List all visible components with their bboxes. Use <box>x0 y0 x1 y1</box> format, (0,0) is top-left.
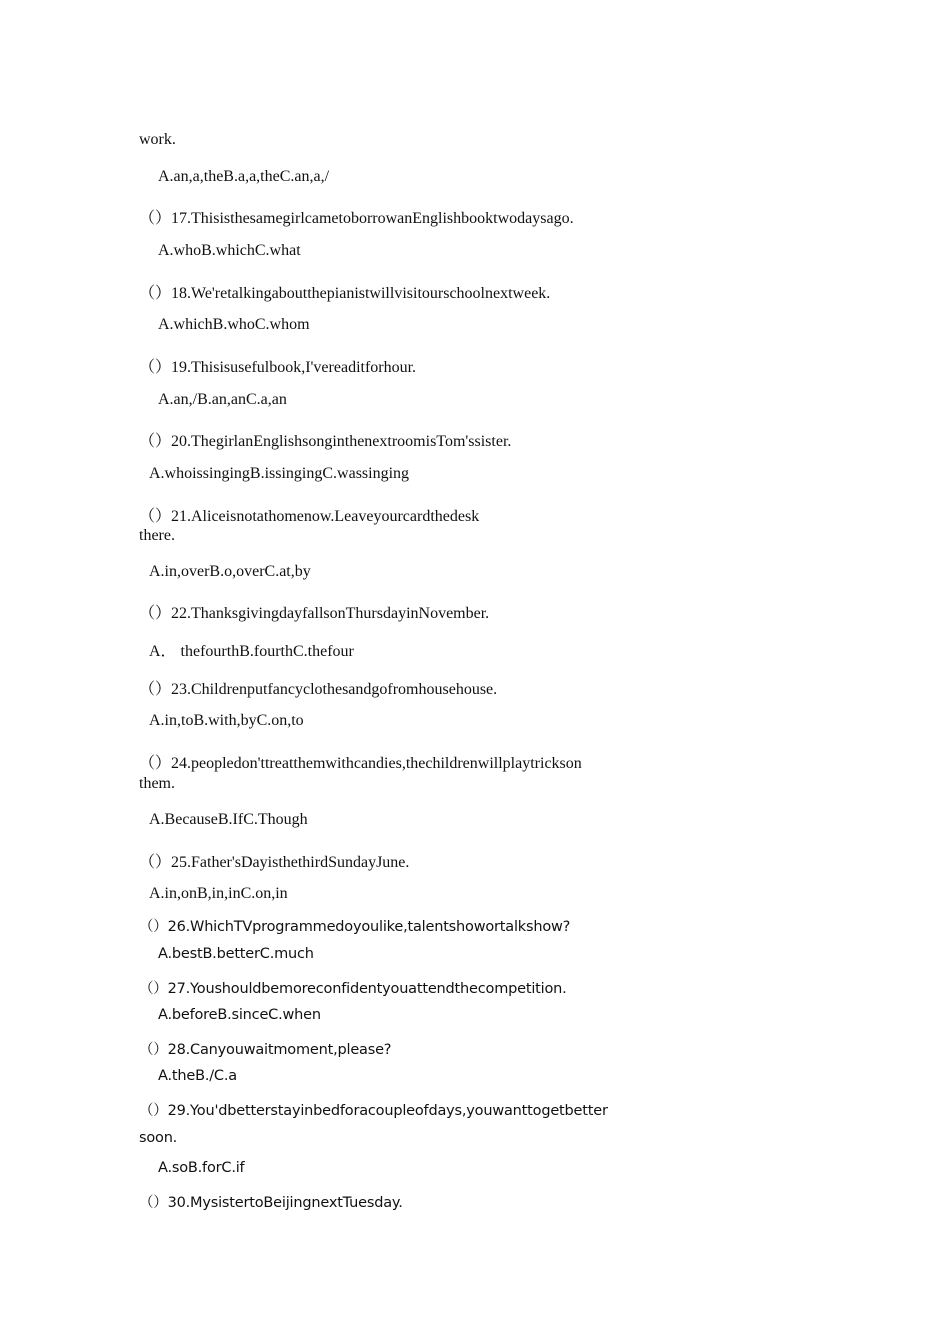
question-24: （）24.peopledon'ttreatthemwithcandies,thechildrenwillplaytrickson <box>139 755 582 772</box>
question-26: （）26.WhichTVprogrammedoyoulike,talentshowortalkshow? <box>139 919 571 935</box>
options-q22: A． thefourthB.fourthC.thefour <box>149 643 354 660</box>
text-line-work: work. <box>139 131 176 148</box>
options-q21: A.in,overB.o,overC.at,by <box>149 563 311 580</box>
options-q29: A.soB.forC.if <box>158 1160 245 1176</box>
question-19: （）19.Thisisusefulbook,I'vereaditforhour. <box>139 359 417 376</box>
question-17: （）17.ThisisthesamegirlcametoborrowanEnglishbooktwodaysago. <box>139 210 574 227</box>
question-27: （）27.Youshouldbemoreconfidentyouattendthecompetition. <box>139 981 567 997</box>
question-21: （）21.Aliceisnotathomenow.Leaveyourcardthedesk <box>139 508 480 525</box>
options-q23: A.in,toB.with,byC.on,to <box>149 712 304 729</box>
options-q26: A.bestB.betterC.much <box>158 946 314 962</box>
question-28: （）28.Canyouwaitmoment,please? <box>139 1042 392 1058</box>
question-21-continuation: there. <box>139 527 175 544</box>
options-q16: A.an,a,theB.a,a,theC.an,a,/ <box>158 168 330 185</box>
question-18: （）18.We'retalkingaboutthepianistwillvisitourschoolnextweek. <box>139 285 551 302</box>
options-q17: A.whoB.whichC.what <box>158 242 301 259</box>
options-q25: A.in,onB,in,inC.on,in <box>149 885 288 902</box>
options-q18: A.whichB.whoC.whom <box>158 316 310 333</box>
options-q19: A.an,/B.an,anC.a,an <box>158 391 287 408</box>
question-23: （）23.Childrenputfancyclothesandgofromhousehouse. <box>139 681 498 698</box>
question-29: （）29.You'dbetterstayinbedforacoupleofdays,youwanttogetbetter <box>139 1103 608 1119</box>
question-22: （）22.ThanksgivingdayfallsonThursdayinNovember. <box>139 605 490 622</box>
options-q20: A.whoissingingB.issingingC.wassinging <box>149 465 410 482</box>
question-24-continuation: them. <box>139 775 175 792</box>
question-30: （）30.MysistertoBeijingnextTuesday. <box>139 1195 403 1211</box>
options-q27: A.beforeB.sinceC.when <box>158 1007 321 1023</box>
question-20: （）20.ThegirlanEnglishsonginthenextroomisTom'ssister. <box>139 433 512 450</box>
options-q24: A.BecauseB.IfC.Though <box>149 811 308 828</box>
question-25: （）25.Father'sDayisthethirdSundayJune. <box>139 854 410 871</box>
options-q28: A.theB./C.a <box>158 1068 237 1084</box>
question-29-continuation: soon. <box>139 1130 178 1146</box>
